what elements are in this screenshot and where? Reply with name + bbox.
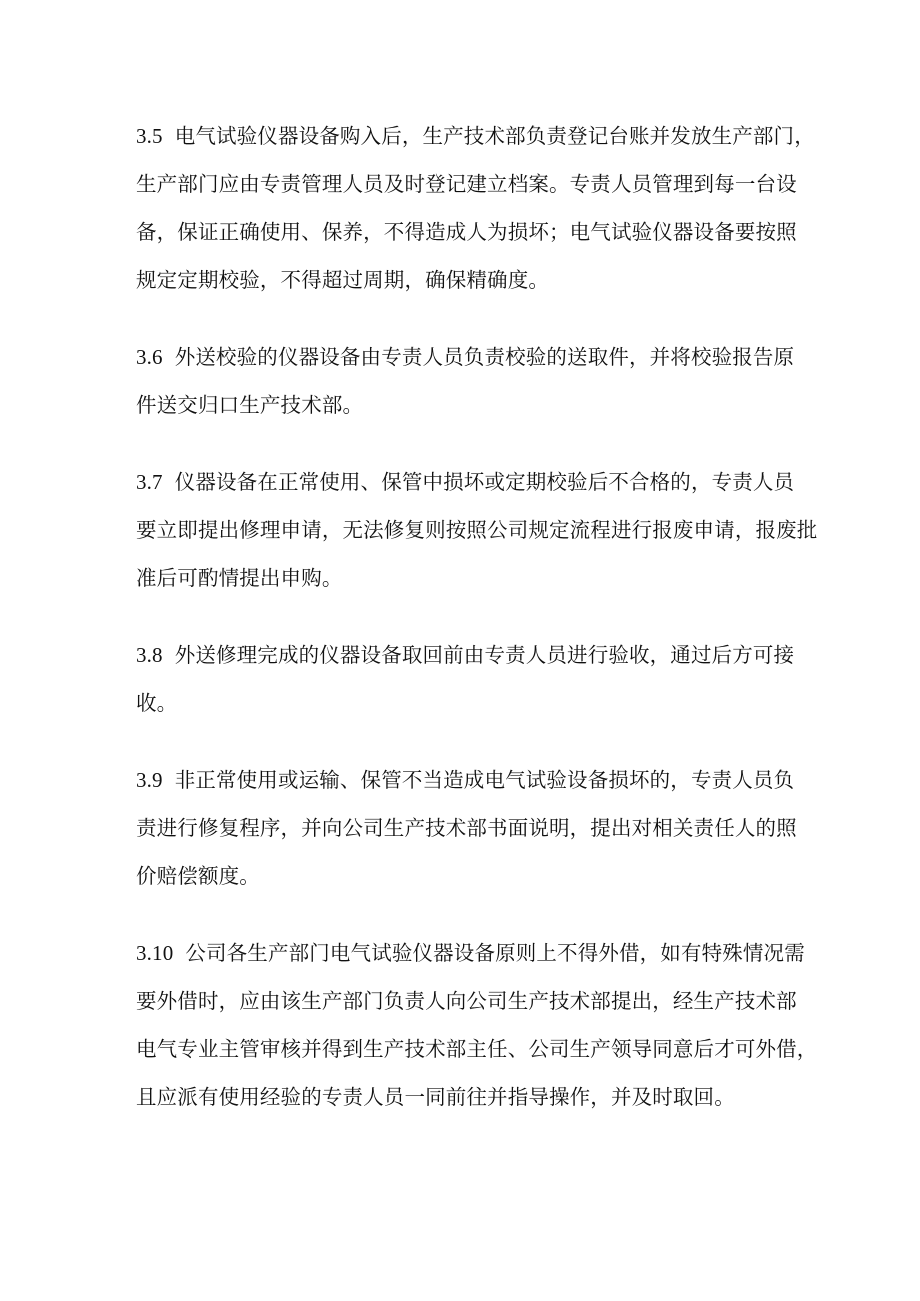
- clause-line: 生产部门应由专责管理人员及时登记建立档案。专责人员管理到每一台设: [136, 172, 797, 196]
- clause-text: 仪器设备在正常使用、保管中损坏或定期校验后不合格的，专责人员: [174, 470, 795, 494]
- clause-number: 3.8: [136, 643, 163, 667]
- clause-number: 3.10: [136, 941, 174, 965]
- clause-line: 电气专业主管审核并得到生产技术部主任、公司生产领导同意后才可外借，: [136, 1037, 818, 1061]
- clause-3-10: [136, 929, 818, 1121]
- clause-3-9: [136, 756, 797, 900]
- clause-text: 电气试验仪器设备购入后，生产技术部负责登记台账并发放生产部门，: [174, 124, 815, 148]
- clause-3-6: [136, 333, 795, 429]
- clause-line: 责进行修复程序，并向公司生产技术部书面说明，提出对相关责任人的照: [136, 816, 797, 840]
- clause-number: 3.9: [136, 768, 163, 792]
- clause-line: 要外借时，应由该生产部门负责人向公司生产技术部提出，经生产技术部: [136, 989, 797, 1013]
- clause-line: [136, 631, 795, 679]
- clause-number: 3.5: [136, 124, 163, 148]
- clause-line: [136, 333, 795, 381]
- clause-text: 非正常使用或运输、保管不当造成电气试验设备损坏的，专责人员负: [174, 768, 795, 792]
- clause-line: 且应派有使用经验的专责人员一同前往并指导操作，并及时取回。: [136, 1085, 735, 1109]
- clause-3-5: [136, 112, 815, 304]
- clause-line: 收。: [136, 691, 178, 715]
- clause-line: 价赔偿额度。: [136, 864, 260, 888]
- clause-line: [136, 929, 805, 977]
- clause-line: 备，保证正确使用、保养，不得造成人为损坏；电气试验仪器设备要按照: [136, 220, 797, 244]
- clause-text: 外送修理完成的仪器设备取回前由专责人员进行验收，通过后方可接: [174, 643, 795, 667]
- clause-number: 3.6: [136, 345, 163, 369]
- clause-line: [136, 112, 815, 160]
- clause-line: [136, 756, 795, 804]
- clause-3-8: [136, 631, 795, 727]
- clause-text: 外送校验的仪器设备由专责人员负责校验的送取件，并将校验报告原: [174, 345, 795, 369]
- clause-line: 要立即提出修理申请，无法修复则按照公司规定流程进行报废申请，报废批: [136, 518, 818, 542]
- clause-number: 3.7: [136, 470, 163, 494]
- clause-line: 准后可酌情提出申购。: [136, 566, 343, 590]
- document-body: [136, 112, 818, 1150]
- clause-text: 公司各生产部门电气试验仪器设备原则上不得外借，如有特殊情况需: [185, 941, 805, 965]
- clause-line: [136, 458, 795, 506]
- clause-line: 规定定期校验，不得超过周期，确保精确度。: [136, 268, 549, 292]
- clause-3-7: [136, 458, 818, 602]
- clause-line: 件送交归口生产技术部。: [136, 393, 364, 417]
